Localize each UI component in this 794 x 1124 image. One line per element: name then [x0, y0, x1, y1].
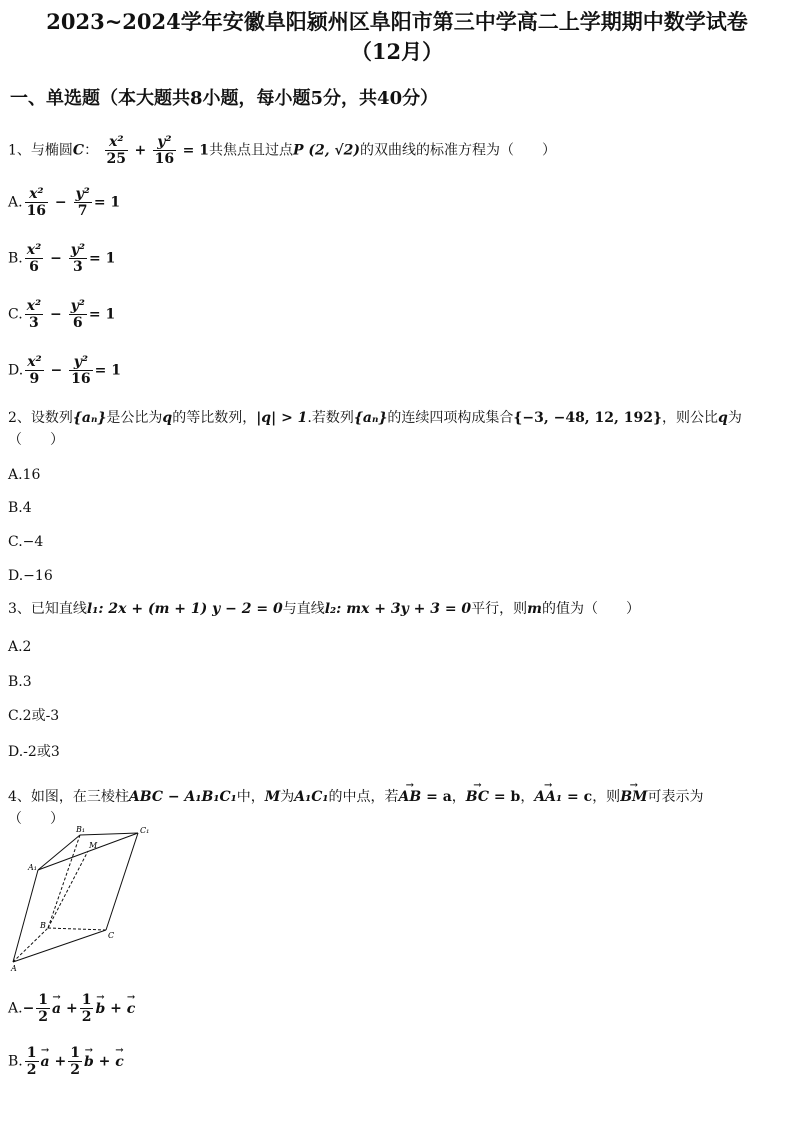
- label-b: B: [40, 921, 46, 930]
- q1-option-c[interactable]: C. $\frac{\text{x²}}{3}$ − $\frac{\text{y²}}{6}$ = 1: [8, 298, 116, 331]
- q2-option-c[interactable]: C.−4: [8, 534, 44, 550]
- question-2: 2、设数列{aₙ}是公比为q的等比数列，|q| > 1.若数列{aₙ}的连续四项构成集合{−3, −48, 12, 192}，则公比q为 （ ）: [8, 410, 742, 448]
- q2-option-d[interactable]: D.−16: [8, 568, 53, 584]
- q1-option-d[interactable]: D. $\frac{\text{x²}}{9}$ − $\frac{\text{y²}}{16}$ = 1: [8, 354, 121, 387]
- q3-option-c[interactable]: C.2或-3: [8, 708, 60, 724]
- q4-option-b[interactable]: B. $\frac{1}{2}$ → a + $\frac{1}{2}$ → b + → c: [8, 1045, 124, 1078]
- label-a: A: [11, 964, 17, 972]
- section-heading: 一、单选题（本大题共8小题，每小题5分，共40分）: [10, 88, 439, 109]
- q1-option-b[interactable]: B. $\frac{\text{x²}}{6}$ − $\frac{\text{y²}}{3}$ = 1: [8, 242, 116, 275]
- prism-figure: [8, 822, 158, 972]
- q1-option-a[interactable]: A. $\frac{\text{x²}}{16}$ − $\frac{\text{y²}}{7}$ = 1: [8, 186, 121, 219]
- label-a1: A₁: [28, 863, 37, 872]
- q1-frac-y: $\frac{\text{y²}}{16}$: [154, 134, 175, 167]
- label-b1: B₁: [76, 825, 86, 834]
- q2-option-b[interactable]: B.4: [8, 500, 32, 516]
- question-1: 1、与椭圆C： $\frac{\text{x²}}{25}$ + $\frac{\text{y²}}{16}$ = 1共焦点且过点P (2, √2)的双曲线的标准方程为（ ）: [8, 134, 557, 167]
- question-3: 3、已知直线l₁: 2x + (m + 1) y − 2 = 0与直线l₂: mx + 3y + 3 = 0平行，则m的值为（ ）: [8, 601, 640, 617]
- exam-title-line1: 2023~2024学年安徽阜阳颍州区阜阳市第三中学高二上学期期中数学试卷: [46, 9, 748, 34]
- label-c1: C₁: [140, 826, 150, 835]
- question-4: 4、如图，在三棱柱ABC − A₁B₁C₁中，M为A₁C₁的中点，若→ AB = a，→ BC = b，→ AA₁ = c，则→ BM可表示为 （ ）: [8, 786, 786, 830]
- label-c: C: [108, 931, 115, 940]
- q1-frac-x: $\frac{\text{x²}}{25}$: [106, 134, 127, 167]
- exam-title-line2: （12月）: [350, 39, 444, 64]
- q2-option-a[interactable]: A.16: [8, 467, 41, 483]
- label-m: M: [89, 841, 98, 850]
- q3-option-a[interactable]: A.2: [8, 639, 32, 655]
- q3-option-d[interactable]: D.-2或3: [8, 744, 60, 760]
- q3-option-b[interactable]: B.3: [8, 674, 32, 690]
- q4-option-a[interactable]: A.− $\frac{1}{2}$ → a + $\frac{1}{2}$ → b + → c: [8, 992, 135, 1025]
